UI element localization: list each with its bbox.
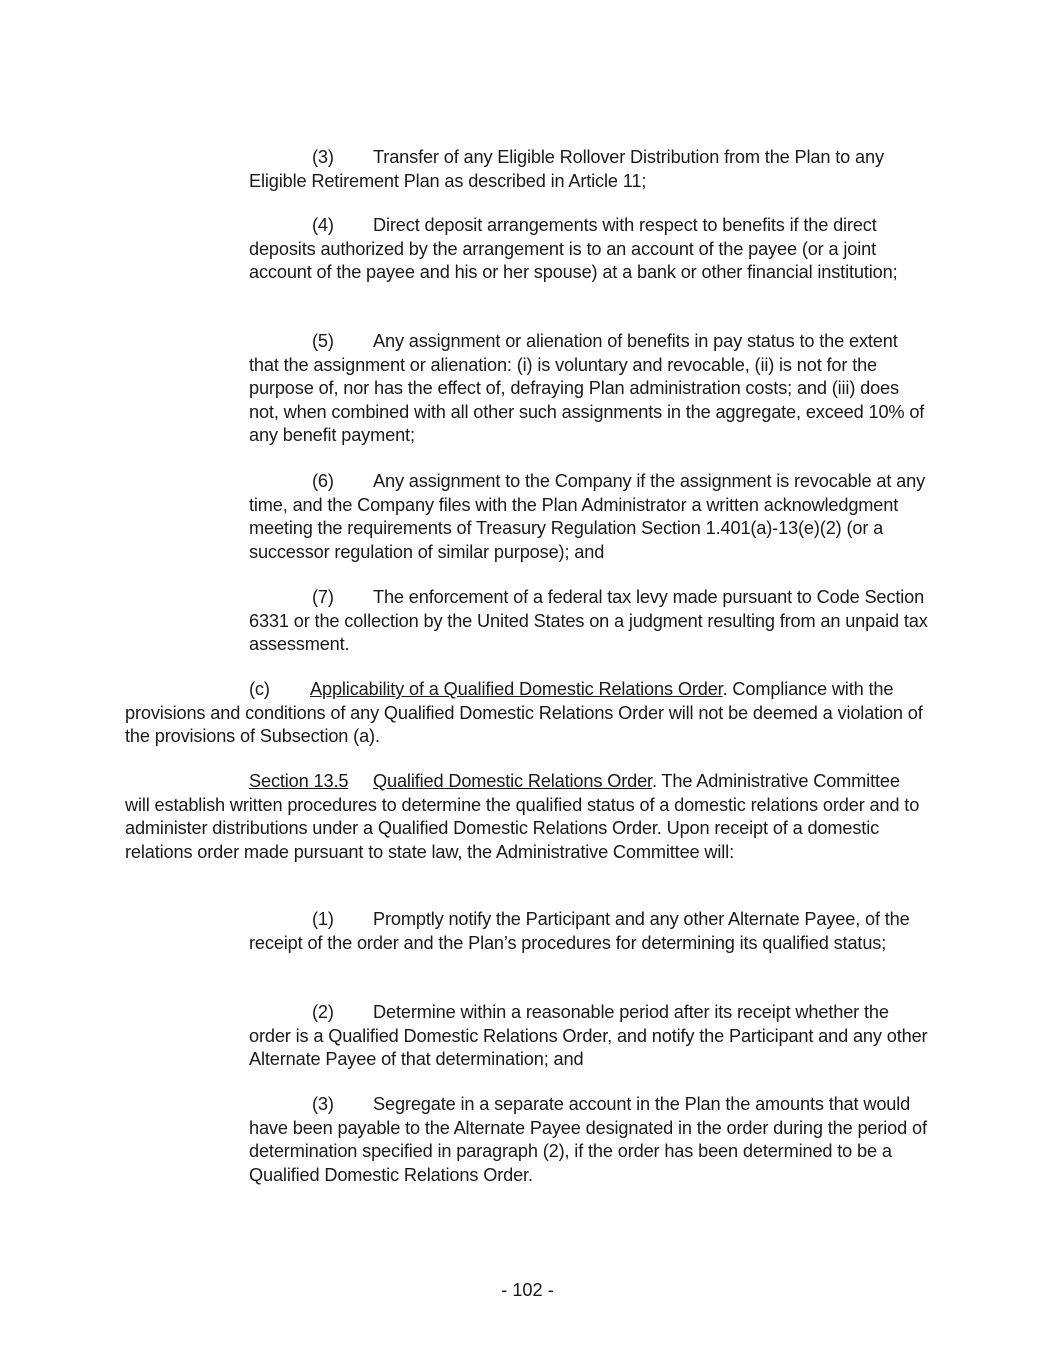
section-text: . The Administrative Committee will establish written procedures to determine the qualified status of a domestic relations order and to administer distributions under a Qualified Domestic Relations Order. Upon receipt of a domestic relations order made pursuant to state law, the Administrative Committee will: bbox=[125, 771, 920, 862]
step-item-1 bbox=[249, 908, 929, 955]
item-number: (5) bbox=[312, 331, 334, 351]
paragraph-item-3 bbox=[249, 146, 929, 193]
item-text: Any assignment to the Company if the assignment is revocable at any time, and the Company files with the Plan Administrator a written acknowledgment meeting the requirements of Treasury Regulation Section 1.401(a)-13(e)(2) (or a successor regulation of similar purpose); and bbox=[249, 471, 926, 562]
item-text: The enforcement of a federal tax levy made pursuant to Code Section 6331 or the collection by the United States on a judgment resulting from an unpaid tax assessment. bbox=[249, 587, 928, 654]
item-text: Transfer of any Eligible Rollover Distribution from the Plan to any Eligible Retirement Plan as described in Article 11; bbox=[249, 147, 884, 191]
subsection-text: . Compliance with the provisions and conditions of any Qualified Domestic Relations Order will not be deemed a violation of the provisions of Subsection (a). bbox=[125, 679, 923, 746]
subsection-label: (c) bbox=[249, 679, 270, 699]
step-number: (3) bbox=[312, 1094, 334, 1114]
section-heading: Qualified Domestic Relations Order bbox=[373, 771, 652, 791]
item-number: (6) bbox=[312, 471, 334, 491]
item-number: (3) bbox=[312, 147, 334, 167]
item-number: (7) bbox=[312, 587, 334, 607]
step-number: (1) bbox=[312, 909, 334, 929]
step-item-2 bbox=[249, 1001, 929, 1072]
step-text: Segregate in a separate account in the Plan the amounts that would have been payable to the Alternate Payee designated in the order during the period of determination specified in paragraph (2), if the order has been determined to be a Qualified Domestic Relations Order. bbox=[249, 1094, 927, 1185]
paragraph-item-5 bbox=[249, 330, 929, 448]
paragraph-subsection-c bbox=[125, 678, 925, 749]
paragraph-item-7 bbox=[249, 586, 929, 657]
section-13-5 bbox=[125, 770, 925, 864]
step-text: Promptly notify the Participant and any other Alternate Payee, of the receipt of the order and the Plan’s procedures for determining its qualified status; bbox=[249, 909, 910, 953]
step-text: Determine within a reasonable period after its receipt whether the order is a Qualified Domestic Relations Order, and notify the Participant and any other Alternate Payee of that determination; and bbox=[249, 1002, 928, 1069]
item-text: Any assignment or alienation of benefits in pay status to the extent that the assignment or alienation: (i) is voluntary and revocable, (ii) is not for the purpose of, nor has the effect of, defraying Plan administration costs; and (iii) does not, when combined with all other such assignments in the aggregate, exceed 10% of any benefit payment; bbox=[249, 331, 925, 445]
page-number: - 102 - bbox=[501, 1280, 554, 1300]
step-number: (2) bbox=[312, 1002, 334, 1022]
step-item-3 bbox=[249, 1093, 929, 1187]
paragraph-item-4 bbox=[249, 214, 929, 285]
item-text: Direct deposit arrangements with respect to benefits if the direct deposits authorized by the arrangement is to an account of the payee (or a joint account of the payee and his or her spouse) at a bank or other financial institution; bbox=[249, 215, 898, 282]
subsection-heading: Applicability of a Qualified Domestic Relations Order bbox=[310, 679, 723, 699]
section-label: Section 13.5 bbox=[249, 771, 349, 791]
item-number: (4) bbox=[312, 215, 334, 235]
paragraph-item-6 bbox=[249, 470, 929, 564]
